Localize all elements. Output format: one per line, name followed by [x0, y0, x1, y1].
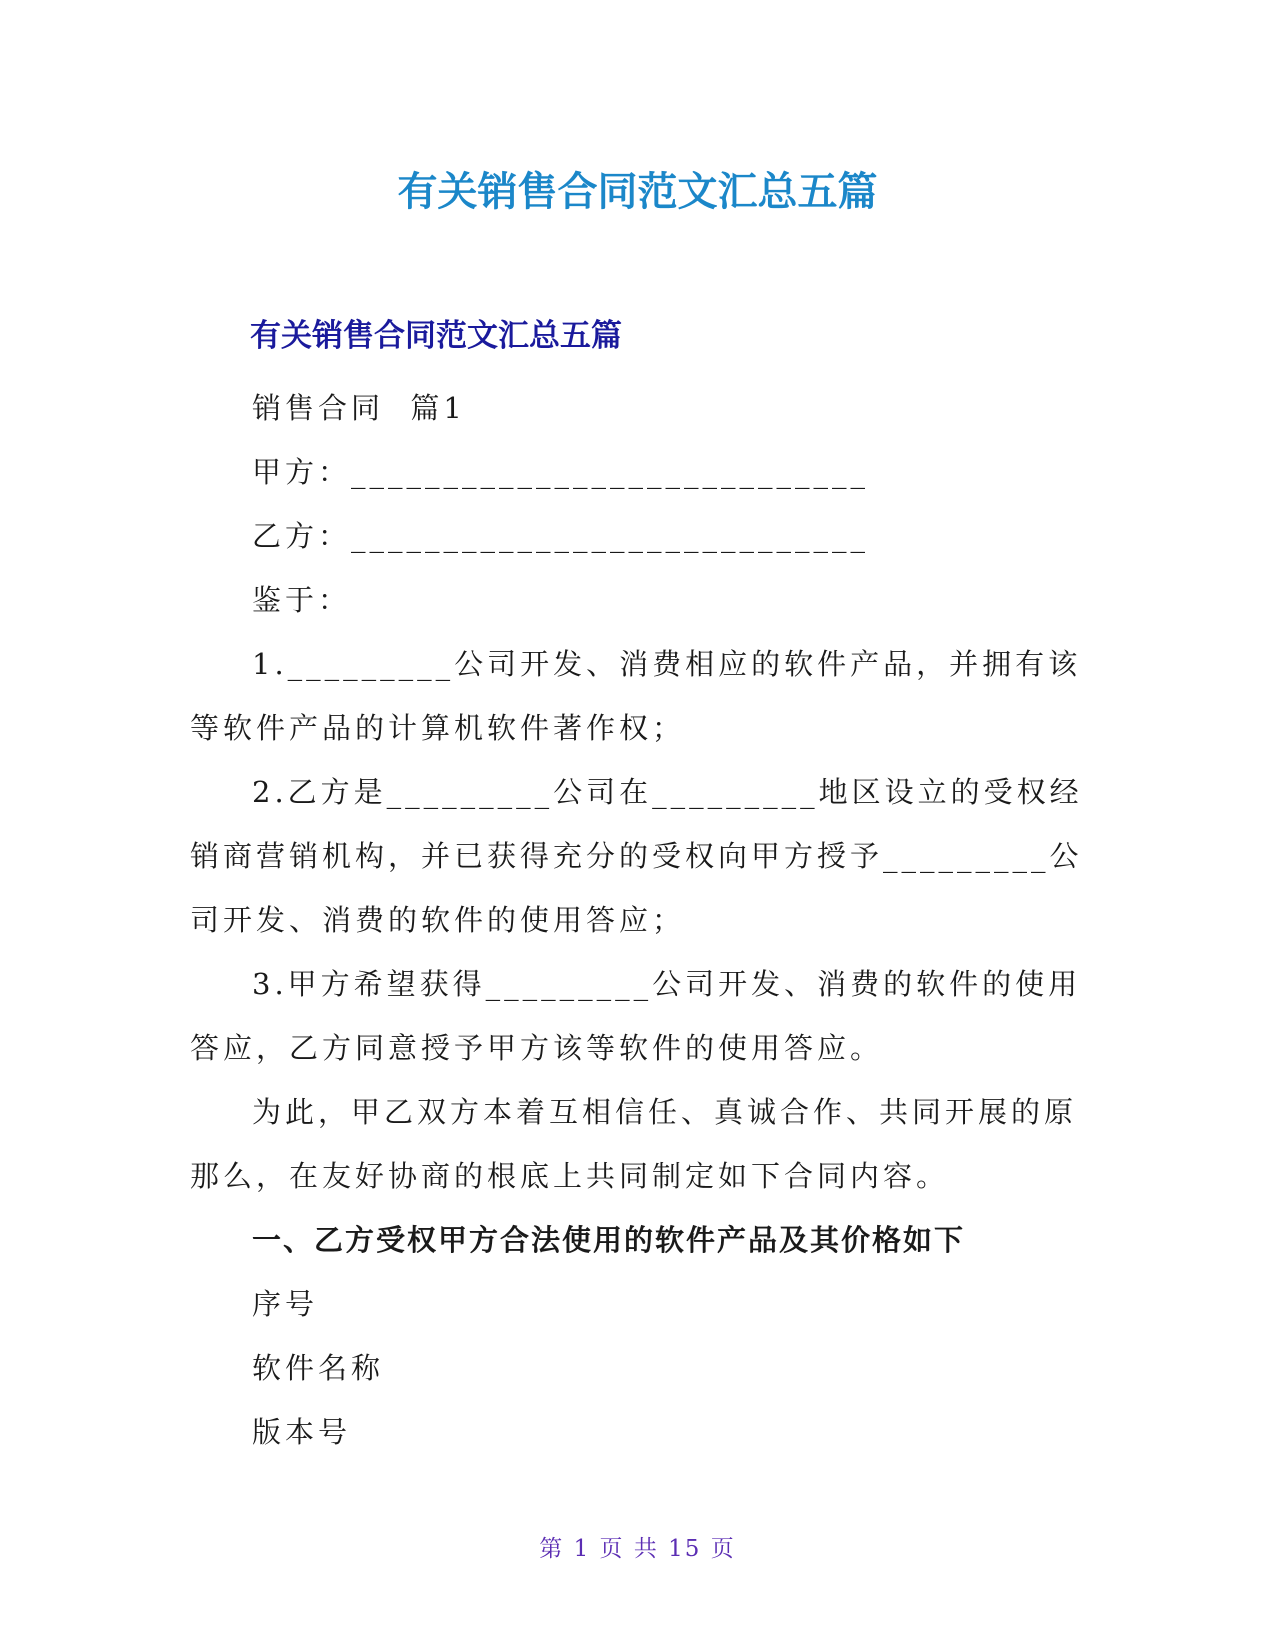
table-label-serial: 序号 [252, 1287, 319, 1321]
paragraph-party-b: 乙方：____________________________ [252, 519, 870, 553]
document-subtitle: 有关销售合同范文汇总五篇 [250, 318, 622, 354]
document-body [190, 376, 1090, 1464]
paragraph-whereas: 鉴于： [252, 583, 352, 617]
table-label-software-name: 软件名称 [252, 1351, 385, 1385]
paragraph-clause-2: 2.乙方是_________公司在_________地区设立的受权经销商营销机构，并已获得充分的受权向甲方授予_________公司开发、消费的软件的使用答应； [190, 775, 1083, 937]
page-footer: 第 1 页 共 15 页 [539, 1536, 736, 1562]
table-label-version: 版本号 [252, 1415, 352, 1449]
paragraph-contract-label: 销售合同 篇1 [252, 391, 466, 425]
section-heading-1: 一、乙方受权甲方合法使用的软件产品及其价格如下 [252, 1223, 966, 1257]
document-title: 有关销售合同范文汇总五篇 [397, 169, 878, 215]
paragraph-clause-3: 3.甲方希望获得_________公司开发、消费的软件的使用答应，乙方同意授予甲方该等软件的使用答应。 [190, 967, 1082, 1065]
paragraph-party-a: 甲方：____________________________ [252, 455, 870, 489]
paragraph-clause-1: 1._________公司开发、消费相应的软件产品，并拥有该等软件产品的计算机软件著作权； [190, 647, 1082, 745]
paragraph-purpose: 为此，甲乙双方本着互相信任、真诚合作、共同开展的原那么，在友好协商的根底上共同制定如下合同内容。 [190, 1095, 1078, 1193]
